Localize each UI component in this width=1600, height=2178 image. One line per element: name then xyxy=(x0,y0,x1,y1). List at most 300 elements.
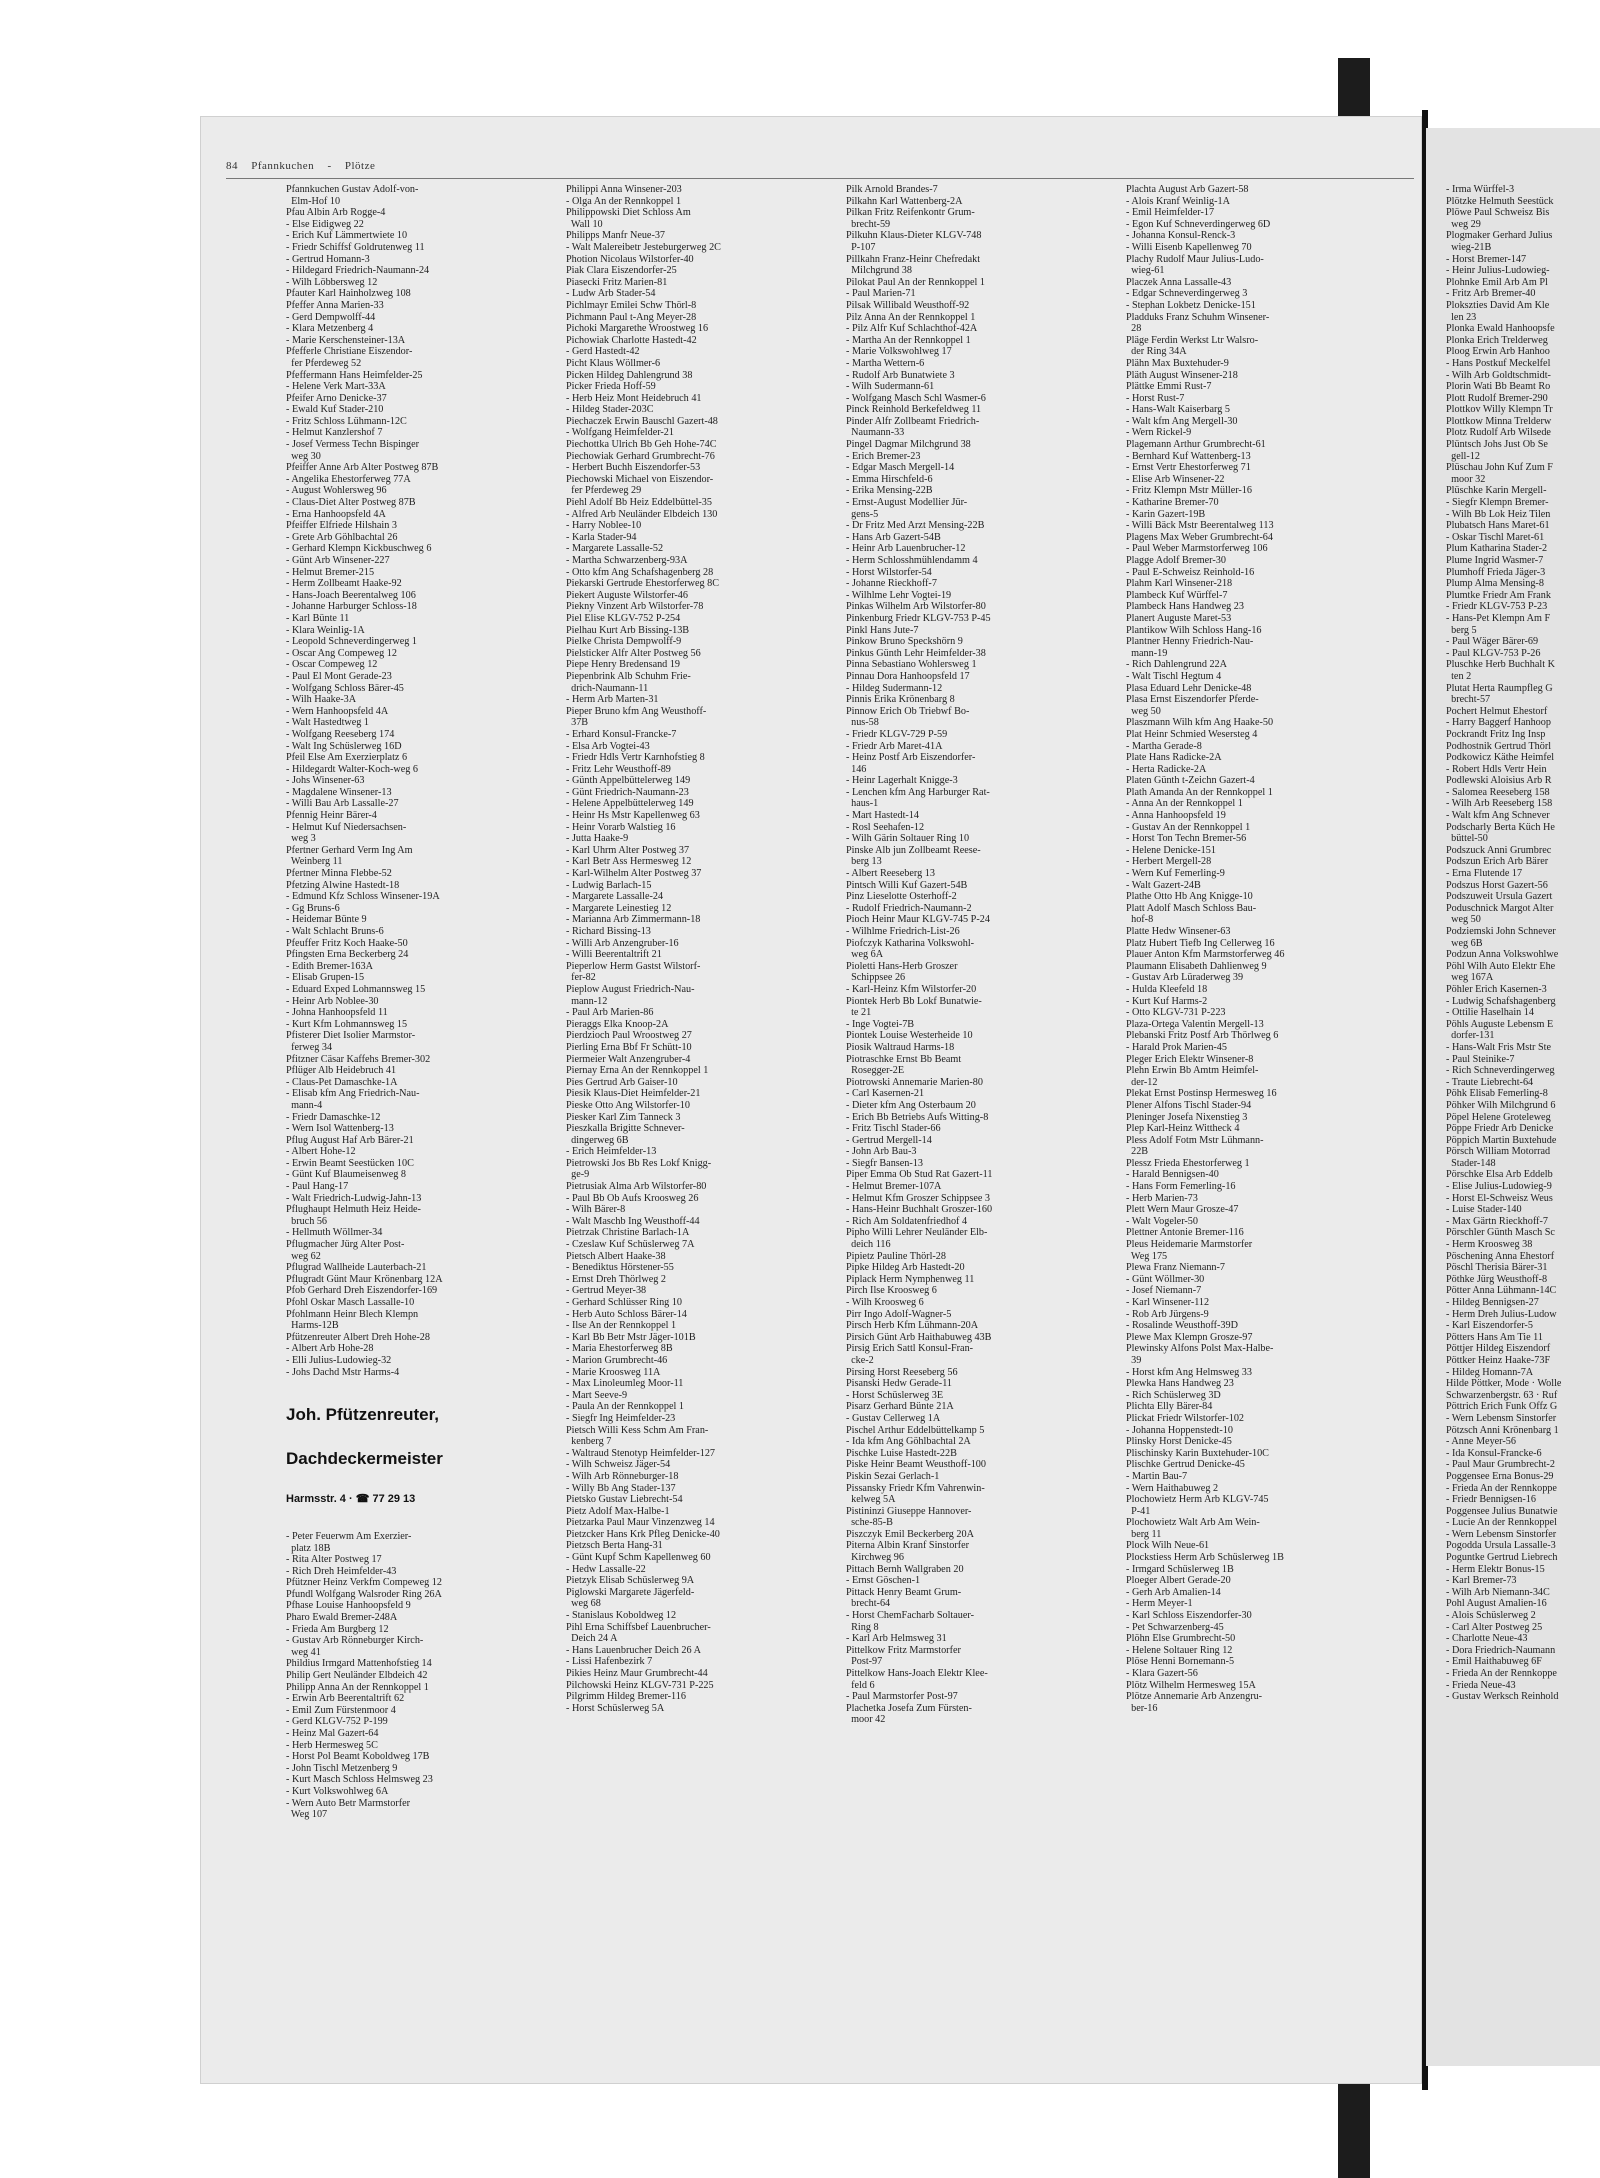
directory-entry: ten 2 xyxy=(1446,670,1472,682)
directory-entry: - Hildeg Bennigsen-27 xyxy=(1446,1297,1539,1308)
directory-entry: - Hulda Kleefeld 18 xyxy=(1126,983,1208,995)
directory-entry: - Olga An der Rennkoppel 1 xyxy=(566,195,682,207)
directory-entry: - Marion Grumbrecht-46 xyxy=(566,1354,668,1366)
directory-entry: - Harry Noblee-10 xyxy=(566,520,642,532)
directory-entry: Podscharly Berta Küch He xyxy=(1446,821,1555,833)
directory-entry: Plumtke Friedr Am Frank xyxy=(1446,589,1551,601)
directory-entry: Pfingsten Erna Beckerberg 24 xyxy=(286,949,409,961)
directory-entry: Pöhl Wilh Auto Elektr Ehe xyxy=(1446,960,1556,972)
directory-entry: - Grete Arb Göhlbachtal 26 xyxy=(286,531,398,543)
directory-entry: - Heinr Julius-Ludowieg- xyxy=(1446,265,1550,277)
directory-entry: - Walt kfm Ang Schnever xyxy=(1446,810,1550,822)
directory-entry: - Hans-Pet Klempn Am F xyxy=(1446,612,1551,624)
directory-entry: - Czeslaw Kuf Schüslerweg 7A xyxy=(566,1239,695,1251)
directory-entry: Pfützner Heinz Verkfm Compeweg 12 xyxy=(286,1577,442,1589)
directory-entry: - Gerd Hastedt-42 xyxy=(566,346,640,358)
directory-entry: - Herm Meyer-1 xyxy=(1126,1598,1193,1610)
directory-entry: - Karl Schloss Eiszendorfer-30 xyxy=(1126,1610,1252,1622)
directory-entry: Piak Clara Eiszendorfer-25 xyxy=(566,265,677,277)
directory-entry: Pöhler Erich Kasernen-3 xyxy=(1446,983,1547,995)
directory-entry: der-12 xyxy=(1126,1076,1158,1088)
directory-entry: - Martha Wettern-6 xyxy=(846,357,925,369)
directory-entry: Pötter Anna Lühmann-14C xyxy=(1446,1285,1557,1297)
directory-entry: - Fritz Lehr Weusthoff-89 xyxy=(566,763,671,775)
directory-entry: Plorin Wati Bb Beamt Ro xyxy=(1446,381,1551,393)
directory-entry: - Wilh Bärer-8 xyxy=(566,1204,626,1216)
directory-entry: - Elisab kfm Ang Friedrich-Nau- xyxy=(286,1088,420,1100)
directory-entry: Plachta August Arb Gazert-58 xyxy=(1126,184,1249,195)
directory-entry: Piepenbrink Alb Schuhm Frie- xyxy=(566,670,691,682)
directory-entry: - Karl Winsener-112 xyxy=(1126,1297,1210,1308)
directory-entry: Piekny Vinzent Arb Wilstorfer-78 xyxy=(566,601,704,613)
directory-entry: Plinsky Horst Denicke-45 xyxy=(1126,1436,1232,1448)
directory-entry: Pichlmayr Emilei Schw Thörl-8 xyxy=(566,299,697,311)
directory-entry: weg 6B xyxy=(1446,937,1483,949)
directory-entry: - John Arb Bau-3 xyxy=(846,1146,917,1158)
directory-entry: Pfertner Minna Flebbe-52 xyxy=(286,868,392,880)
directory-entry: Plambeck Kuf Würffel-7 xyxy=(1126,589,1228,601)
directory-entry: - Heinr Lagerhalt Knigge-3 xyxy=(846,775,958,787)
directory-entry: ge-9 xyxy=(566,1169,590,1181)
directory-entry: drich-Naumann-11 xyxy=(566,682,649,694)
directory-entry: Piekert Auguste Wilstorfer-46 xyxy=(566,589,688,601)
directory-entry: Pietsch Albert Haake-38 xyxy=(566,1250,666,1262)
directory-entry: - Johna Hanhoopsfeld 11 xyxy=(286,1007,388,1019)
directory-entry: 28 xyxy=(1126,323,1142,335)
directory-entry: - Else Eidigweg 22 xyxy=(286,218,364,230)
directory-entry: - Gustav Cellerweg 1A xyxy=(846,1412,941,1424)
directory-entry: Podszuck Anni Grumbrec xyxy=(1446,844,1552,856)
directory-entry: Schippsee 26 xyxy=(846,972,906,984)
directory-entry: - Gustav Werksch Reinhold xyxy=(1446,1691,1559,1703)
directory-entry: Plöhn Else Grumbrecht-50 xyxy=(1126,1633,1236,1645)
directory-entry: - Heinz Postf Arb Eiszendorfer- xyxy=(846,752,976,764)
directory-entry: Pfitzner Cäsar Kaffehs Bremer-302 xyxy=(286,1053,431,1065)
directory-entry: Plischinsky Karin Buxtehuder-10C xyxy=(1126,1447,1269,1459)
directory-entry: - Angelika Ehestorferweg 77A xyxy=(286,473,411,485)
directory-entry: Pinkow Bruno Speckshörn 9 xyxy=(846,636,963,648)
directory-entry: Pfisterer Diet Isolier Marmstor- xyxy=(286,1030,416,1042)
directory-entry: - Paul KLGV-753 P-26 xyxy=(1446,647,1541,659)
directory-entry: Piechowski Michael von Eiszendor- xyxy=(566,473,714,485)
directory-entry: Plutat Herta Raumpfleg G xyxy=(1446,682,1553,694)
directory-entry: Pinske Alb jun Zollbeamt Reese- xyxy=(846,844,981,856)
directory-entry: Podszun Erich Arb Bärer xyxy=(1446,856,1549,868)
directory-entry: - Charlotte Neue-43 xyxy=(1446,1633,1528,1645)
directory-entry: - Margarete Lassalle-24 xyxy=(566,891,664,903)
directory-entry: Piotrowski Annemarie Marien-80 xyxy=(846,1076,983,1088)
directory-entry: Plener Alfons Tischl Stader-94 xyxy=(1126,1099,1252,1111)
directory-entry: - Frieda Am Burgberg 12 xyxy=(286,1623,389,1635)
directory-entry: - Herm Schlosshmühlendamm 4 xyxy=(846,555,978,566)
directory-entry: Plep Karl-Heinz Wittheck 4 xyxy=(1126,1123,1240,1135)
directory-entry: - Walt Maschb Ing Weusthoff-44 xyxy=(566,1215,700,1227)
directory-entry: - Wilh Kroosweg 6 xyxy=(846,1297,924,1308)
directory-entry: Pirsch Herb Kfm Lühmann-20A xyxy=(846,1320,979,1332)
directory-entry: - Wern Lebensm Sinstorfer xyxy=(1446,1528,1557,1540)
directory-entry: - Siegfr Bansen-13 xyxy=(846,1157,923,1169)
directory-entry: Plöwe Paul Schweisz Bis xyxy=(1446,207,1550,219)
directory-entry: Pioletti Hans-Herb Groszer xyxy=(846,960,958,972)
directory-entry: nus-58 xyxy=(846,717,879,729)
directory-entry: - Benediktus Hörstener-55 xyxy=(566,1262,674,1274)
directory-entry: Pflugmacher Jürg Alter Post- xyxy=(286,1239,405,1251)
directory-entry: Pöschl Therisia Bärer-31 xyxy=(1446,1262,1548,1274)
directory-entry: Piel Elise KLGV-752 P-254 xyxy=(566,612,681,624)
directory-entry: - Erika Mensing-22B xyxy=(846,485,933,497)
directory-entry: Plonka Ewald Hanhoopsfe xyxy=(1446,323,1555,335)
directory-entry: deich 116 xyxy=(846,1239,891,1251)
directory-entry: Podszuweit Ursula Gazert xyxy=(1446,891,1553,903)
directory-entry: - Gerhard Schlüsser Ring 10 xyxy=(566,1297,683,1308)
directory-entry: Pilkuhn Klaus-Dieter KLGV-748 xyxy=(846,230,982,242)
directory-entry: Stader-148 xyxy=(1446,1157,1496,1169)
directory-entry: - Paul Weber Marmstorferweg 106 xyxy=(1126,543,1268,555)
directory-entry: - Herb Auto Schloss Bärer-14 xyxy=(566,1308,687,1320)
directory-entry: - Josef Niemann-7 xyxy=(1126,1285,1202,1297)
directory-entry: - Frieda Neue-43 xyxy=(1446,1679,1516,1691)
directory-entry: Pfohlmann Heinr Blech Klempn xyxy=(286,1308,419,1320)
directory-entry: - Josef Vermess Techn Bispinger xyxy=(286,439,420,451)
directory-entry: - Klara Metzenberg 4 xyxy=(286,323,374,335)
directory-entry: Plathe Otto Hb Ang Knigge-10 xyxy=(1126,891,1253,903)
directory-entry: Pfennig Heinr Bärer-4 xyxy=(286,810,377,822)
directory-entry: - Erwin Beamt Seestücken 10C xyxy=(286,1157,414,1169)
header-first-name: Pfannkuchen xyxy=(251,160,315,172)
directory-entry: Naumann-33 xyxy=(846,427,905,439)
directory-entry: Pfeuffer Fritz Koch Haake-50 xyxy=(286,937,408,949)
directory-entry: - Willi Bau Arb Lassalle-27 xyxy=(286,798,399,810)
directory-entry: Pielhau Kurt Arb Bissing-13B xyxy=(566,624,690,636)
ad-trade: Dachdeckermeister xyxy=(286,1448,443,1468)
directory-entry: Plottkov Willy Klempn Tr xyxy=(1446,404,1553,416)
directory-entry: - Hans-Joach Beerentalweg 106 xyxy=(286,589,416,601)
directory-entry: Philippowski Diet Schloss Am xyxy=(566,207,691,219)
directory-entry: - Paul Hang-17 xyxy=(286,1181,349,1193)
directory-entry: Pfundl Wolfgang Walsroder Ring 26A xyxy=(286,1588,442,1600)
directory-entry: Pistininzi Giuseppe Hannover- xyxy=(846,1505,972,1517)
directory-entry: - Edith Bremer-163A xyxy=(286,960,373,972)
directory-entry: Platz Hubert Tiefb Ing Cellerweg 16 xyxy=(1126,937,1275,949)
directory-entry: Pilk Arnold Brandes-7 xyxy=(846,184,938,195)
directory-entry: Pichoki Margarethe Wroostweg 16 xyxy=(566,323,709,335)
directory-entry: moor 42 xyxy=(846,1714,886,1726)
directory-entry: - Karl Arb Helmsweg 31 xyxy=(846,1633,947,1645)
directory-entry: - Harry Baggerf Hanhoop xyxy=(1446,717,1551,729)
directory-entry: Philipps Manfr Neue-37 xyxy=(566,230,666,242)
directory-entry: - Wolfgang Masch Schl Wasmer-6 xyxy=(846,392,986,404)
directory-entry: Pioch Heinr Maur KLGV-745 P-24 xyxy=(846,914,990,926)
directory-entry: Pintsch Willi Kuf Gazert-54B xyxy=(846,879,968,891)
directory-entry: - Ernst Vertr Ehestorferweg 71 xyxy=(1126,462,1251,474)
directory-entry: - Martin Bau-7 xyxy=(1126,1470,1188,1482)
directory-entry: - Jutta Haake-9 xyxy=(566,833,629,845)
directory-entry: Plischke Gertrud Denicke-45 xyxy=(1126,1459,1245,1471)
directory-entry: - Gertrud Meyer-38 xyxy=(566,1285,647,1297)
directory-entry: - Johs Winsener-63 xyxy=(286,775,365,787)
directory-entry: - Helene Soltauer Ring 12 xyxy=(1126,1644,1233,1656)
directory-entry: Plonka Erich Trelderweg xyxy=(1446,334,1548,346)
directory-entry: Pinck Reinhold Berkefeldweg 11 xyxy=(846,404,982,416)
directory-entry: Plochowietz Walt Arb Am Wein- xyxy=(1126,1517,1260,1529)
directory-entry: - Rich Dahlengrund 22A xyxy=(1126,659,1228,671)
directory-entry: - Walt Malereibetr Jesteburgerweg 2C xyxy=(566,241,721,253)
directory-entry: Planert Auguste Maret-53 xyxy=(1126,612,1232,624)
directory-entry: Pirsich Günt Arb Haithabuweg 43B xyxy=(846,1331,992,1343)
directory-entry: - Erhard Konsul-Francke-7 xyxy=(566,728,677,740)
directory-entry: Piszczyk Emil Beckerberg 20A xyxy=(846,1528,974,1540)
directory-entry: Piechowiak Gerhard Grumbrecht-76 xyxy=(566,450,715,462)
directory-entry: - Peter Feuerwm Am Exerzier- xyxy=(286,1530,412,1542)
directory-entry: Pingel Dagmar Milchgrund 38 xyxy=(846,439,971,451)
directory-entry: Pfeifer Arno Denicke-37 xyxy=(286,392,387,404)
directory-entry: Plüntsch Johs Just Ob Se xyxy=(1446,439,1548,451)
directory-entry: Plume Ingrid Wasmer-7 xyxy=(1446,555,1544,566)
directory-entry: Pogodda Ursula Lassalle-3 xyxy=(1446,1540,1556,1552)
directory-entry: - Herb Hermesweg 5C xyxy=(286,1739,378,1751)
directory-entry: - Karin Gazert-19B xyxy=(1126,508,1206,520)
directory-entry: Pissansky Friedr Kfm Vahrenwin- xyxy=(846,1482,985,1494)
directory-entry: - Herm Arb Marten-31 xyxy=(566,694,659,706)
directory-entry: Pinna Sebastiano Wohlersweg 1 xyxy=(846,659,977,671)
directory-entry: Plaza-Ortega Valentin Mergell-13 xyxy=(1126,1018,1264,1030)
page-number: 84 xyxy=(226,160,238,172)
directory-entry: Pittelkow Fritz Marmstorfer xyxy=(846,1644,961,1656)
directory-entry: - Hans Postkuf Meckelfel xyxy=(1446,357,1551,369)
directory-entry: Pharo Ewald Bremer-248A xyxy=(286,1612,398,1624)
directory-entry: - Horst Schüslerweg 3E xyxy=(846,1389,944,1401)
directory-entry: - Frieda An der Rennkoppe xyxy=(1446,1668,1557,1679)
directory-entry: Pinkas Wilhelm Arb Wilstorfer-80 xyxy=(846,601,986,613)
directory-entry: - Horst Ton Techn Bremer-56 xyxy=(1126,833,1247,845)
directory-entry: - Ludwig Schafshagenberg xyxy=(1446,995,1556,1007)
directory-entry: - Luise Stader-140 xyxy=(1446,1204,1522,1216)
directory-entry: 146 xyxy=(846,763,867,775)
directory-entry: Pieperlow Herm Gastst Wilstorf- xyxy=(566,960,701,972)
directory-entry: - Dieter kfm Ang Osterbaum 20 xyxy=(846,1099,976,1111)
directory-entry: Pischel Arthur Eddelbüttelkamp 5 xyxy=(846,1424,985,1436)
directory-entry: mann-12 xyxy=(566,995,608,1007)
directory-entry: Pöttrich Erich Funk Offz G xyxy=(1446,1401,1558,1413)
directory-entry: Pochert Helmut Ehestorf xyxy=(1446,705,1548,717)
directory-entry: mann-19 xyxy=(1126,647,1168,659)
directory-entry: Pfohl Oskar Masch Lassalle-10 xyxy=(286,1297,415,1308)
directory-entry: - Harald Prok Marien-45 xyxy=(1126,1041,1227,1053)
directory-entry: - Alois Schüslerweg 2 xyxy=(1446,1610,1536,1622)
directory-entry: Pisanski Hedw Gerade-11 xyxy=(846,1378,952,1390)
directory-entry: - Horst Pol Beamt Koboldweg 17B xyxy=(286,1751,430,1763)
directory-entry: Pietrusiak Alma Arb Wilstorfer-80 xyxy=(566,1181,707,1193)
directory-entry: - Oscar Compeweg 12 xyxy=(286,659,378,671)
directory-entry: Pillkahn Franz-Heinr Chefredakt xyxy=(846,253,981,265)
directory-entry: - Wilh Arb Goldtschmidt- xyxy=(1446,369,1551,381)
directory-entry: gell-12 xyxy=(1446,450,1480,462)
directory-entry: feld 6 xyxy=(846,1679,875,1691)
directory-entry: Pörschke Elsa Arb Eddelb xyxy=(1446,1169,1553,1181)
directory-entry: Plewinsky Alfons Polst Max-Halbe- xyxy=(1126,1343,1274,1355)
directory-entry: Piontek Herb Bb Lokf Bunatwie- xyxy=(846,995,982,1007)
directory-entry: Plott Rudolf Bremer-290 xyxy=(1446,392,1548,404)
directory-entry: Pless Adolf Fotm Mstr Lühmann- xyxy=(1126,1134,1264,1146)
directory-entry: - Edmund Kfz Schloss Winsener-19A xyxy=(286,891,440,903)
directory-entry: Wall 10 xyxy=(566,218,603,230)
directory-entry: - Kurt Masch Schloss Helmsweg 23 xyxy=(286,1774,433,1786)
directory-entry: - Hans Lauenbrucher Deich 26 A xyxy=(566,1644,701,1656)
directory-entry: Pläth August Winsener-218 xyxy=(1126,369,1238,381)
directory-entry: Platt Adolf Masch Schloss Bau- xyxy=(1126,902,1257,914)
directory-entry: Pietsch Willi Kess Schm Am Fran- xyxy=(566,1424,709,1436)
directory-entry: Plebanski Fritz Postf Arb Thörlweg 6 xyxy=(1126,1030,1279,1042)
directory-entry: Pierling Erna Bbf Fr Schütt-10 xyxy=(566,1041,692,1053)
directory-entry: Pleus Heidemarie Marmstorfer xyxy=(1126,1239,1253,1251)
directory-entry: - Wilh Arb Niemann-34C xyxy=(1446,1586,1550,1598)
directory-entry: Plöse Henni Bornemann-5 xyxy=(1126,1656,1235,1668)
directory-entry: - Alois Kranf Weinlig-1A xyxy=(1126,195,1230,207)
directory-entry: - Carl Kasernen-21 xyxy=(846,1088,925,1100)
directory-entry: - Paul El Mont Gerade-23 xyxy=(286,670,392,682)
directory-entry: - Helene Verk Mart-33A xyxy=(286,381,386,393)
directory-entry: - Hellmuth Wöllmer-34 xyxy=(286,1227,383,1239)
directory-entry: - Heinr Hs Mstr Kapellenweg 63 xyxy=(566,810,700,822)
directory-entry: - Margarete Lassalle-52 xyxy=(566,543,664,555)
directory-entry: Picken Hildeg Dahlengrund 38 xyxy=(566,369,693,381)
directory-entry: Pietrowski Jos Bb Res Lokf Knigg- xyxy=(566,1157,712,1169)
directory-entry: Pirr Ingo Adolf-Wagner-5 xyxy=(846,1308,952,1320)
directory-entry: - Lenchen kfm Ang Harburger Rat- xyxy=(846,786,990,798)
directory-entry: Pöschening Anna Ehestorf xyxy=(1446,1250,1555,1262)
directory-entry: Pfhase Louise Hanhoopsfeld 9 xyxy=(286,1600,411,1612)
directory-entry: - Herm Zollbeamt Haake-92 xyxy=(286,578,402,590)
directory-entry: - Helmut Kuf Niedersachsen- xyxy=(286,821,407,833)
directory-entry: - Karla Stader-94 xyxy=(566,531,637,543)
directory-entry: - Rich Schüslerweg 3D xyxy=(1126,1389,1221,1401)
directory-entry: Pöpel Helene Groteleweg xyxy=(1446,1111,1551,1123)
directory-entry: Pietzsch Berta Hang-31 xyxy=(566,1540,663,1552)
directory-entry: - Ottilie Haselhain 14 xyxy=(1446,1007,1534,1019)
directory-entry: - Helmut Bremer-107A xyxy=(846,1181,942,1193)
directory-entry: - Wolfgang Heimfelder-21 xyxy=(566,427,674,439)
directory-entry: Plaszmann Wilh kfm Ang Haake-50 xyxy=(1126,717,1274,729)
directory-entry: - Hans-Walt Fris Mstr Ste xyxy=(1446,1041,1552,1053)
directory-entry: Plähn Max Buxtehuder-9 xyxy=(1126,357,1229,369)
directory-entry: - Oskar Tischl Maret-61 xyxy=(1446,531,1545,543)
directory-entry: - Karl Bb Betr Mstr Jäger-101B xyxy=(566,1331,696,1343)
directory-entry: Pilkan Fritz Reifenkontr Grum- xyxy=(846,207,975,219)
directory-entry: Pinkenburg Friedr KLGV-753 P-45 xyxy=(846,612,991,624)
directory-entry: - Wilh Arb Reeseberg 158 xyxy=(1446,798,1553,810)
directory-entry: - Anna Hanhoopsfeld 19 xyxy=(1126,810,1226,822)
directory-entry: - Paul Marien-71 xyxy=(846,288,916,300)
directory-entry: - Fritz Schloss Lühmann-12C xyxy=(286,415,407,427)
directory-entry: Pladduks Franz Schuhm Winsener- xyxy=(1126,311,1270,323)
directory-entry: - Walt Schlacht Bruns-6 xyxy=(286,926,384,937)
directory-entry: - Horst Rust-7 xyxy=(1126,392,1185,404)
directory-entry: - Willi Beerentaltrift 21 xyxy=(566,949,662,961)
directory-entry: - Heinz Mal Gazert-64 xyxy=(286,1728,379,1739)
directory-entry: Pittelkow Hans-Joach Elektr Klee- xyxy=(846,1668,988,1679)
ad-name: Joh. Pfützenreuter, xyxy=(286,1405,440,1425)
directory-entry: Pieplow August Friedrich-Nau- xyxy=(566,983,695,995)
directory-entry: - Friedr KLGV-729 P-59 xyxy=(846,728,948,740)
directory-entry: - Wilhlme Friedrich-List-26 xyxy=(846,926,960,937)
directory-entry: - Siegfr Klempn Bremer- xyxy=(1446,497,1549,509)
directory-entry: - Albert Arb Hohe-28 xyxy=(286,1343,374,1355)
directory-entry: - Wern Lebensm Sinstorfer xyxy=(1446,1412,1557,1424)
directory-entry: - Horst ChemFacharb Soltauer- xyxy=(846,1610,974,1622)
directory-entry: - Ida kfm Ang Göhlbachtal 2A xyxy=(846,1436,971,1448)
directory-entry: weg 30 xyxy=(286,450,321,462)
directory-entry: brecht-57 xyxy=(1446,694,1491,706)
directory-entry: - Karl Uhrm Alter Postweg 37 xyxy=(566,844,690,856)
directory-entry: - Maria Ehestorferweg 8B xyxy=(566,1343,673,1355)
directory-entry: - Ludwig Barlach-15 xyxy=(566,879,652,891)
directory-entry: - Herta Radicke-2A xyxy=(1126,763,1207,775)
directory-entry: - Heidemar Bünte 9 xyxy=(286,914,367,926)
directory-entry: - Herbert Buchh Eiszendorfer-53 xyxy=(566,462,701,474)
directory-entry: - Stephan Lokbetz Denicke-151 xyxy=(1126,299,1256,311)
directory-entry: Plettner Antonie Bremer-116 xyxy=(1126,1227,1244,1239)
directory-entry: Pflughaupt Helmuth Heiz Heide- xyxy=(286,1204,421,1216)
directory-entry: Plüschau John Kuf Zum F xyxy=(1446,462,1553,474)
directory-entry: - Erna Hanhoopsfeld 4A xyxy=(286,508,386,520)
directory-entry: Plasa Ernst Eiszendorfer Pferde- xyxy=(1126,694,1259,706)
directory-entry: Pflugradt Günt Maur Krönenbarg 12A xyxy=(286,1273,443,1285)
directory-entry: - Helmut Bremer-215 xyxy=(286,566,375,578)
directory-entry: - Martha An der Rennkoppel 1 xyxy=(846,334,971,346)
directory-entry: Pinz Lieselotte Osterhoff-2 xyxy=(846,891,957,903)
directory-entry: - Paula An der Rennkoppel 1 xyxy=(566,1401,684,1413)
directory-entry: Podlewski Aloisius Arb R xyxy=(1446,775,1552,787)
directory-entry: - Heinr Vorarb Walstieg 16 xyxy=(566,821,676,833)
directory-entry: Pipho Willi Lehrer Neuländer Elb- xyxy=(846,1227,988,1239)
directory-entry: Deich 24 A xyxy=(566,1633,618,1645)
directory-entry: Pilz Anna An der Rennkoppel 1 xyxy=(846,311,976,323)
directory-entry: - Günth Appelbüttelerweg 149 xyxy=(566,775,691,787)
directory-entry: - Willy Bb Ang Stader-137 xyxy=(566,1482,676,1494)
directory-entry: Philippi Anna Winsener-203 xyxy=(566,184,682,195)
directory-entry: Photion Nicolaus Wilstorfer-40 xyxy=(566,253,694,265)
directory-entry: len 23 xyxy=(1446,311,1477,323)
directory-entry: platz 18B xyxy=(286,1542,331,1554)
directory-entry: - Ernst Dreh Thörlweg 2 xyxy=(566,1273,666,1285)
directory-entry: dingerweg 6B xyxy=(566,1134,629,1146)
directory-entry: Plumhoff Frieda Jäger-3 xyxy=(1446,566,1546,578)
page-header xyxy=(226,160,385,172)
directory-entry: weg 50 xyxy=(1126,705,1161,717)
directory-entry: Piterna Albin Kranf Sinstorfer xyxy=(846,1540,970,1552)
directory-entry: wieg-61 xyxy=(1126,265,1165,277)
directory-entry: - Otto kfm Ang Schafshagenberg 28 xyxy=(566,566,714,578)
directory-entry: - Friedr Arb Maret-41A xyxy=(846,740,943,752)
directory-entry: - Herbert Mergell-28 xyxy=(1126,856,1212,868)
directory-entry: Piehl Adolf Bb Heiz Eddelbüttel-35 xyxy=(566,497,712,509)
directory-entry: - Gustav An der Rennkoppel 1 xyxy=(1126,821,1251,833)
directory-entry: - Gertrud Mergell-14 xyxy=(846,1134,932,1146)
directory-entry: - Fritz Tischl Stader-66 xyxy=(846,1123,941,1135)
directory-entry: - Bernhard Kuf Wattenberg-13 xyxy=(1126,450,1251,462)
directory-entry: Plasa Eduard Lehr Denicke-48 xyxy=(1126,682,1252,694)
directory-entry: - Gustav Arb Lüraderweg 39 xyxy=(1126,972,1244,984)
directory-entry: - Kurt Kfm Lohmannsweg 15 xyxy=(286,1018,408,1030)
directory-entry: Piepe Henry Bredensand 19 xyxy=(566,659,681,671)
directory-entry: - Günt Wöllmer-30 xyxy=(1126,1273,1205,1285)
directory-entry: Pielke Christa Dempwolff-9 xyxy=(566,636,682,648)
directory-entry: - Gerhard Klempn Kickbuschweg 6 xyxy=(286,543,432,555)
directory-entry: Pfau Albin Arb Rogge-4 xyxy=(286,207,386,219)
directory-entry: - Friedr Hdls Vertr Karnhofstieg 8 xyxy=(566,752,705,764)
directory-entry: - Rudolf Friedrich-Naumann-2 xyxy=(846,902,972,914)
directory-entry: Placzek Anna Lassalle-43 xyxy=(1126,276,1232,288)
